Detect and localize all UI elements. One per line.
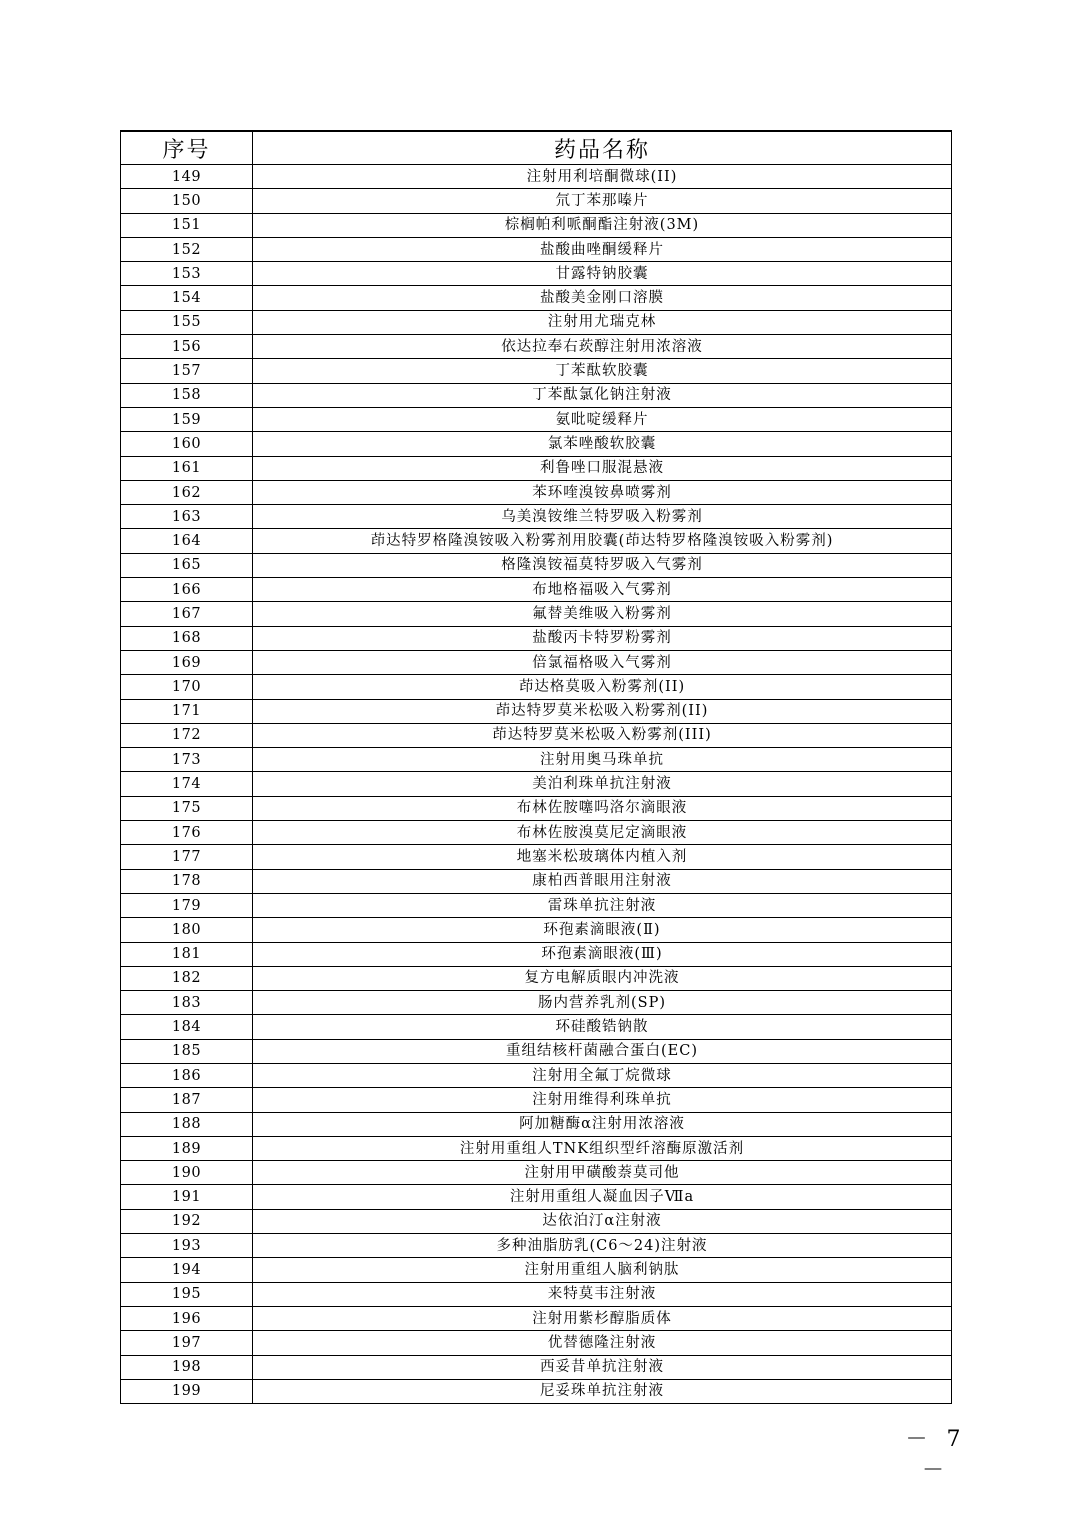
row-number: 153 (121, 262, 253, 286)
row-number: 178 (121, 869, 253, 893)
drug-name: 注射用奥马珠单抗 (253, 748, 952, 772)
row-number: 173 (121, 748, 253, 772)
row-number: 152 (121, 237, 253, 261)
drug-name: 氨吡啶缓释片 (253, 407, 952, 431)
drug-name: 注射用甲磺酸萘莫司他 (253, 1161, 952, 1185)
table-row (121, 1039, 952, 1063)
drug-name: 优替德隆注射液 (253, 1331, 952, 1355)
drug-name: 布林佐胺噻吗洛尔滴眼液 (253, 796, 952, 820)
table-row (121, 553, 952, 577)
table-row (121, 626, 952, 650)
table-row (121, 748, 952, 772)
row-number: 151 (121, 213, 253, 237)
drug-name: 盐酸丙卡特罗粉雾剂 (253, 626, 952, 650)
drug-name: 尼妥珠单抗注射液 (253, 1379, 952, 1403)
table-row (121, 335, 952, 359)
table-row (121, 310, 952, 334)
drug-name: 布地格福吸入气雾剂 (253, 578, 952, 602)
table-row (121, 893, 952, 917)
drug-name: 棕榈帕利哌酮酯注射液(3M) (253, 213, 952, 237)
table-row (121, 796, 952, 820)
drug-name: 西妥昔单抗注射液 (253, 1355, 952, 1379)
row-number: 190 (121, 1161, 253, 1185)
page-number: － 7 － (905, 1427, 967, 1483)
row-number: 166 (121, 578, 253, 602)
drug-name: 多种油脂肪乳(C6～24)注射液 (253, 1234, 952, 1258)
table-row (121, 602, 952, 626)
drug-name: 甘露特钠胶囊 (253, 262, 952, 286)
table-row (121, 1331, 952, 1355)
drug-name: 苯环喹溴铵鼻喷雾剂 (253, 480, 952, 504)
drug-name: 肠内营养乳剂(SP) (253, 991, 952, 1015)
table-row (121, 262, 952, 286)
row-number: 193 (121, 1234, 253, 1258)
drug-name: 环硅酸锆钠散 (253, 1015, 952, 1039)
row-number: 157 (121, 359, 253, 383)
drug-name: 美泊利珠单抗注射液 (253, 772, 952, 796)
drug-name: 氟替美维吸入粉雾剂 (253, 602, 952, 626)
drug-name: 重组结核杆菌融合蛋白(EC) (253, 1039, 952, 1063)
row-number: 162 (121, 480, 253, 504)
table-row (121, 942, 952, 966)
row-number: 194 (121, 1258, 253, 1282)
drug-name: 茚达特罗莫米松吸入粉雾剂(II) (253, 699, 952, 723)
table-row (121, 650, 952, 674)
drug-name: 环孢素滴眼液(Ⅱ) (253, 918, 952, 942)
drug-name: 注射用重组人脑利钠肽 (253, 1258, 952, 1282)
header-number: 序号 (121, 131, 253, 165)
table-row (121, 505, 952, 529)
row-number: 176 (121, 821, 253, 845)
drug-name: 注射用利培酮微球(II) (253, 165, 952, 189)
drug-name: 依达拉奉右莰醇注射用浓溶液 (253, 335, 952, 359)
row-number: 184 (121, 1015, 253, 1039)
drug-name: 地塞米松玻璃体内植入剂 (253, 845, 952, 869)
row-number: 159 (121, 407, 253, 431)
table-row (121, 456, 952, 480)
drug-name: 雷珠单抗注射液 (253, 893, 952, 917)
drug-name: 盐酸美金刚口溶膜 (253, 286, 952, 310)
row-number: 191 (121, 1185, 253, 1209)
table-row (121, 213, 952, 237)
row-number: 155 (121, 310, 253, 334)
drug-name: 注射用紫杉醇脂质体 (253, 1306, 952, 1330)
drug-name: 茚达格莫吸入粉雾剂(II) (253, 675, 952, 699)
row-number: 195 (121, 1282, 253, 1306)
table-row (121, 1088, 952, 1112)
row-number: 154 (121, 286, 253, 310)
row-number: 163 (121, 505, 253, 529)
drug-name: 环孢素滴眼液(Ⅲ) (253, 942, 952, 966)
drug-name: 茚达特罗莫米松吸入粉雾剂(III) (253, 723, 952, 747)
row-number: 186 (121, 1063, 253, 1087)
table-row (121, 1355, 952, 1379)
row-number: 158 (121, 383, 253, 407)
row-number: 168 (121, 626, 253, 650)
table-row (121, 359, 952, 383)
row-number: 182 (121, 966, 253, 990)
row-number: 161 (121, 456, 253, 480)
table-row (121, 1161, 952, 1185)
drug-name: 注射用重组人TNK组织型纤溶酶原激活剂 (253, 1136, 952, 1160)
row-number: 150 (121, 189, 253, 213)
row-number: 167 (121, 602, 253, 626)
drug-name: 复方电解质眼内冲洗液 (253, 966, 952, 990)
drug-name: 氘丁苯那嗪片 (253, 189, 952, 213)
row-number: 197 (121, 1331, 253, 1355)
table-row (121, 480, 952, 504)
row-number: 198 (121, 1355, 253, 1379)
drug-name: 利鲁唑口服混悬液 (253, 456, 952, 480)
table-row (121, 189, 952, 213)
row-number: 185 (121, 1039, 253, 1063)
table-row (121, 286, 952, 310)
row-number: 188 (121, 1112, 253, 1136)
table-row (121, 1136, 952, 1160)
row-number: 187 (121, 1088, 253, 1112)
table-row (121, 991, 952, 1015)
drug-name: 注射用重组人凝血因子Ⅶa (253, 1185, 952, 1209)
row-number: 192 (121, 1209, 253, 1233)
table-row (121, 1112, 952, 1136)
drug-name: 氯苯唑酸软胶囊 (253, 432, 952, 456)
row-number: 170 (121, 675, 253, 699)
drug-name: 茚达特罗格隆溴铵吸入粉雾剂用胶囊(茚达特罗格隆溴铵吸入粉雾剂) (253, 529, 952, 553)
row-number: 183 (121, 991, 253, 1015)
drug-name: 布林佐胺溴莫尼定滴眼液 (253, 821, 952, 845)
table-row (121, 699, 952, 723)
table-body (121, 165, 952, 1404)
drug-list-table (120, 130, 952, 1404)
row-number: 180 (121, 918, 253, 942)
drug-name: 康柏西普眼用注射液 (253, 869, 952, 893)
row-number: 164 (121, 529, 253, 553)
table-row (121, 529, 952, 553)
table-row (121, 966, 952, 990)
row-number: 172 (121, 723, 253, 747)
table-row (121, 1063, 952, 1087)
drug-name: 格隆溴铵福莫特罗吸入气雾剂 (253, 553, 952, 577)
row-number: 179 (121, 893, 253, 917)
row-number: 189 (121, 1136, 253, 1160)
drug-name: 乌美溴铵维兰特罗吸入粉雾剂 (253, 505, 952, 529)
table-row (121, 578, 952, 602)
row-number: 149 (121, 165, 253, 189)
row-number: 181 (121, 942, 253, 966)
table-row (121, 1209, 952, 1233)
table-row (121, 723, 952, 747)
row-number: 160 (121, 432, 253, 456)
table-row (121, 772, 952, 796)
drug-name: 丁苯酞氯化钠注射液 (253, 383, 952, 407)
row-number: 171 (121, 699, 253, 723)
row-number: 174 (121, 772, 253, 796)
drug-name: 注射用维得利珠单抗 (253, 1088, 952, 1112)
drug-name: 盐酸曲唑酮缓释片 (253, 237, 952, 261)
row-number: 169 (121, 650, 253, 674)
table-row (121, 675, 952, 699)
table-header-row (121, 131, 952, 165)
row-number: 196 (121, 1306, 253, 1330)
table-row (121, 845, 952, 869)
drug-name: 阿加糖酶α注射用浓溶液 (253, 1112, 952, 1136)
row-number: 175 (121, 796, 253, 820)
drug-name: 倍氯福格吸入气雾剂 (253, 650, 952, 674)
table-row (121, 1282, 952, 1306)
table-row (121, 1306, 952, 1330)
drug-name: 来特莫韦注射液 (253, 1282, 952, 1306)
row-number: 156 (121, 335, 253, 359)
table-row (121, 1015, 952, 1039)
table-row (121, 1234, 952, 1258)
table-row (121, 165, 952, 189)
table-row (121, 1185, 952, 1209)
table-row (121, 237, 952, 261)
drug-name: 注射用尤瑞克林 (253, 310, 952, 334)
row-number: 165 (121, 553, 253, 577)
table-row (121, 1379, 952, 1403)
table-row (121, 432, 952, 456)
table-row (121, 869, 952, 893)
table-row (121, 821, 952, 845)
row-number: 177 (121, 845, 253, 869)
table-row (121, 383, 952, 407)
drug-name: 丁苯酞软胶囊 (253, 359, 952, 383)
drug-name: 达依泊汀α注射液 (253, 1209, 952, 1233)
table-row (121, 407, 952, 431)
row-number: 199 (121, 1379, 253, 1403)
table-row (121, 1258, 952, 1282)
drug-name: 注射用全氟丁烷微球 (253, 1063, 952, 1087)
table-row (121, 918, 952, 942)
header-drug-name: 药品名称 (253, 131, 952, 165)
